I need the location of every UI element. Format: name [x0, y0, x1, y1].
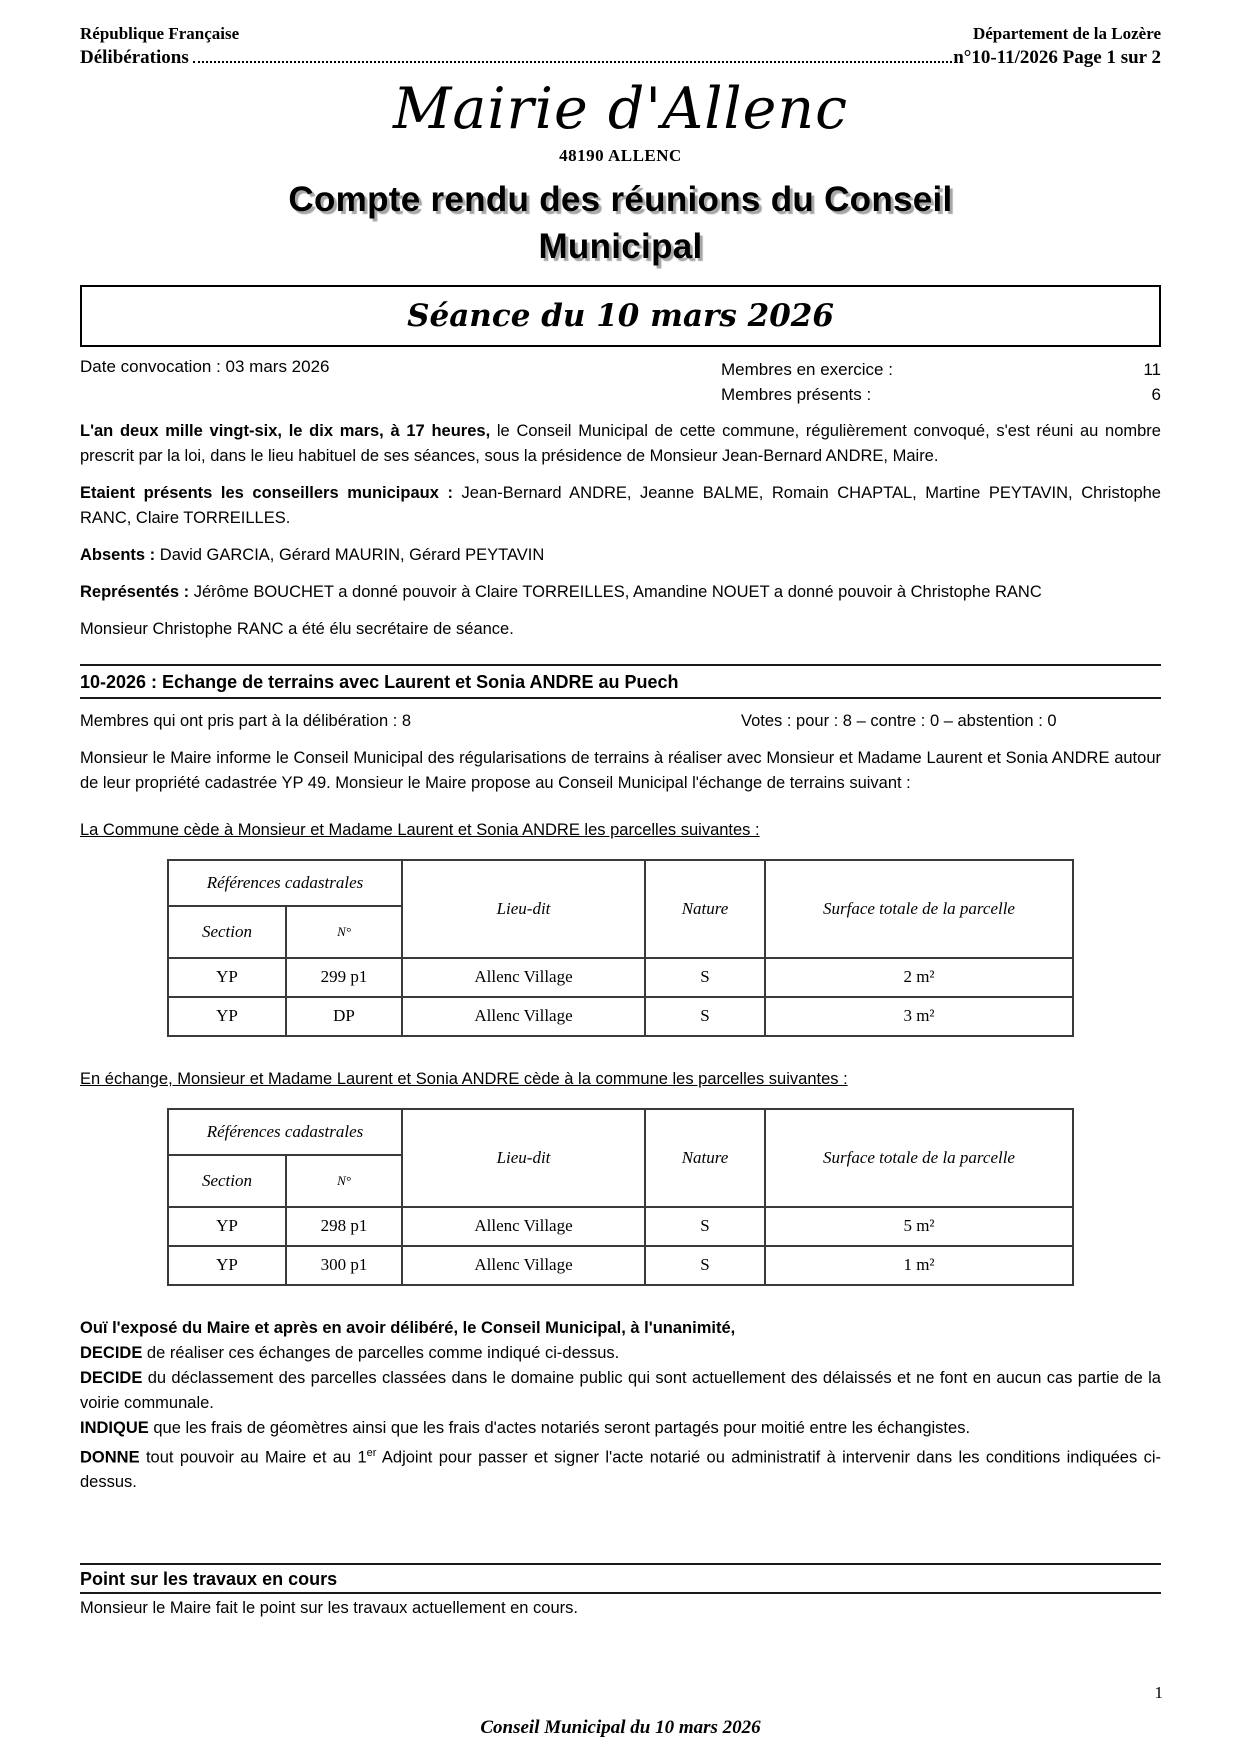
intro-paragraph-absents	[80, 543, 1161, 568]
decision-text: du déclassement des parcelles classées dans le domaine public qui sont actuellement des délaissés et ne font en aucun cas partie de la voirie communale.	[80, 1368, 1161, 1412]
decision-verb: DONNE	[80, 1448, 140, 1466]
table-row	[168, 1246, 1073, 1285]
decision-item-1	[80, 1341, 1161, 1366]
table-row	[168, 997, 1073, 1036]
intro-paragraph-representes	[80, 580, 1161, 605]
document-title	[80, 176, 1161, 271]
intro-session-rest: le Conseil Municipal de cette commune, régulièrement convoqué, s'est réuni au nombre prescrit par la loi, dans le lieu habituel de ses séances, sous la présidence de Monsieur Jean-Bernard ANDRE, Maire.	[80, 421, 1161, 465]
table-cell: 1 m²	[765, 1246, 1073, 1285]
table1-lead: La Commune cède à Monsieur et Madame Laurent et Sonia ANDRE les parcelles suivantes :	[80, 820, 760, 839]
decision-item-4	[80, 1441, 1161, 1496]
header-numero: N°	[286, 906, 402, 958]
members-presents-line	[721, 382, 1161, 407]
republic-label: République Française	[80, 24, 240, 43]
header-lieu-dit: Lieu-dit	[402, 1109, 645, 1207]
table-cell: 3 m²	[765, 997, 1073, 1036]
deliberations-label: Délibérations	[80, 47, 189, 68]
decision-verb: DECIDE	[80, 1368, 143, 1387]
table-cell: Allenc Village	[402, 1246, 645, 1285]
table-cell: 299 p1	[286, 958, 402, 997]
intro-paragraph-presents	[80, 481, 1161, 531]
table-header-row	[168, 1109, 1073, 1155]
representes-rest: Jérôme BOUCHET a donné pouvoir à Claire TORREILLES, Amandine NOUET a donné pouvoir à Christophe RANC	[189, 582, 1042, 601]
decision-item-2	[80, 1366, 1161, 1416]
table-cell: S	[645, 1207, 765, 1246]
decision-preamble-text: Ouï l'exposé du Maire et après en avoir délibéré, le Conseil Municipal, à l'unanimité,	[80, 1318, 736, 1337]
table-cell: YP	[168, 1207, 286, 1246]
table-row	[168, 1207, 1073, 1246]
admin-header-row	[80, 24, 1161, 44]
postal-code-line: 48190 ALLENC	[559, 146, 682, 165]
decision-verb: DECIDE	[80, 1343, 143, 1362]
votes-result: Votes : pour : 8 – contre : 0 – abstention : 0	[741, 711, 1057, 730]
session-banner-box	[80, 285, 1161, 347]
table-cell: S	[645, 1246, 765, 1285]
members-presents-value: 6	[1151, 384, 1161, 404]
footer-caption: Conseil Municipal du 10 mars 2026	[480, 1717, 761, 1738]
absents-lead: Absents :	[80, 545, 156, 564]
session-banner-text: Séance du 10 mars 2026	[407, 297, 834, 334]
decision-text: tout pouvoir au Maire et au 1	[139, 1448, 367, 1466]
table-cell: Allenc Village	[402, 1207, 645, 1246]
table-cell: YP	[168, 997, 286, 1036]
decision-item-3	[80, 1416, 1161, 1441]
table2-lead: En échange, Monsieur et Madame Laurent et Sonia ANDRE cède à la commune les parcelles suivantes :	[80, 1069, 848, 1088]
decision-verb: INDIQUE	[80, 1418, 149, 1437]
header-lieu-dit: Lieu-dit	[402, 860, 645, 958]
table-cell: Allenc Village	[402, 997, 645, 1036]
meeting-meta-row	[80, 357, 1161, 407]
presents-lead: Etaient présents les conseillers municipaux :	[80, 483, 453, 502]
document-title-line1: Compte rendu des réunions du Conseil	[288, 180, 953, 219]
decision-text: que les frais de géomètres ainsi que les frais d'actes notariés seront partagés pour moitié entre les échangistes.	[148, 1418, 971, 1437]
header-numero: N°	[286, 1155, 402, 1207]
department-label: Département de la Lozère	[972, 24, 1161, 43]
header-section: Section	[168, 1155, 286, 1207]
decision-text: Adjoint pour passer et signer l'acte notarié ou administratif à intervenir dans les conditions indiquées ci-dessus.	[80, 1448, 1161, 1491]
mairie-script-title: Mairie d'Allenc	[392, 76, 849, 142]
header-references: Références cadastrales	[168, 860, 402, 906]
header-references: Références cadastrales	[168, 1109, 402, 1155]
header-surface: Surface totale de la parcelle	[765, 860, 1073, 958]
parcels-table-commune-cede	[167, 859, 1074, 1037]
decisions-block	[80, 1316, 1161, 1496]
members-exercice-value: 11	[1143, 359, 1161, 379]
members-exercice-label: Membres en exercice :	[721, 359, 893, 379]
intro-session-lead: L'an deux mille vingt-six, le dix mars, à 17 heures,	[80, 421, 491, 440]
members-exercice-line	[721, 357, 1161, 382]
document-title-line2: Municipal	[538, 227, 703, 267]
table-row	[168, 958, 1073, 997]
table-header-row	[168, 860, 1073, 906]
table-cell: YP	[168, 958, 286, 997]
presents-rest: Jean-Bernard ANDRE, Jeanne BALME, Romain CHAPTAL, Martine PEYTAVIN, Christophe RANC, Claire TORREILLES.	[80, 483, 1161, 527]
decision-preamble	[80, 1316, 1161, 1341]
ordinal-superscript: er	[366, 1446, 377, 1459]
decision-text: de réaliser ces échanges de parcelles comme indiqué ci-dessus.	[142, 1343, 620, 1362]
page-number: 1	[1154, 1683, 1163, 1702]
table-cell: S	[645, 997, 765, 1036]
convocation-date: Date convocation : 03 mars 2026	[80, 356, 330, 376]
table-cell: S	[645, 958, 765, 997]
table-cell: 300 p1	[286, 1246, 402, 1285]
header-nature: Nature	[645, 860, 765, 958]
header-nature: Nature	[645, 1109, 765, 1207]
parcels-table-andre-cede	[167, 1108, 1074, 1286]
representes-lead: Représentés :	[80, 582, 190, 601]
deliberation-body: Monsieur le Maire informe le Conseil Municipal des régularisations de terrains à réaliser avec Monsieur et Madame Laurent et Sonia ANDRE autour de leur propriété cadastrée YP 49. Monsieur le Maire propose au Conseil Municipal l'échange de terrains suivant :	[80, 748, 1161, 792]
header-section: Section	[168, 906, 286, 958]
members-presents-label: Membres présents :	[721, 384, 872, 404]
deliberation-section	[80, 664, 1161, 1496]
table-cell: 2 m²	[765, 958, 1073, 997]
deliberation-title: 10-2026 : Echange de terrains avec Laurent et Sonia ANDRE au Puech	[80, 664, 1161, 699]
table-cell: 5 m²	[765, 1207, 1073, 1246]
header-surface: Surface totale de la parcelle	[765, 1109, 1073, 1207]
intro-paragraph-secretaire: Monsieur Christophe RANC a été élu secrétaire de séance.	[80, 619, 514, 638]
table-cell: 298 p1	[286, 1207, 402, 1246]
table-cell: Allenc Village	[402, 958, 645, 997]
members-counts	[721, 357, 1161, 407]
participation-count: Membres qui ont pris part à la délibération : 8	[80, 711, 412, 730]
dotted-leader	[193, 61, 952, 63]
table-cell: DP	[286, 997, 402, 1036]
votes-row	[80, 709, 1161, 734]
deliberations-header-row	[80, 47, 1161, 69]
document-number-page: n°10-11/2026 Page 1 sur 2	[953, 47, 1161, 68]
works-section	[80, 1563, 1161, 1621]
absents-rest: David GARCIA, Gérard MAURIN, Gérard PEYTAVIN	[155, 545, 545, 564]
works-title: Point sur les travaux en cours	[80, 1563, 1161, 1594]
intro-paragraph-session	[80, 419, 1161, 469]
table-cell: YP	[168, 1246, 286, 1285]
works-body: Monsieur le Maire fait le point sur les travaux actuellement en cours.	[80, 1599, 578, 1617]
